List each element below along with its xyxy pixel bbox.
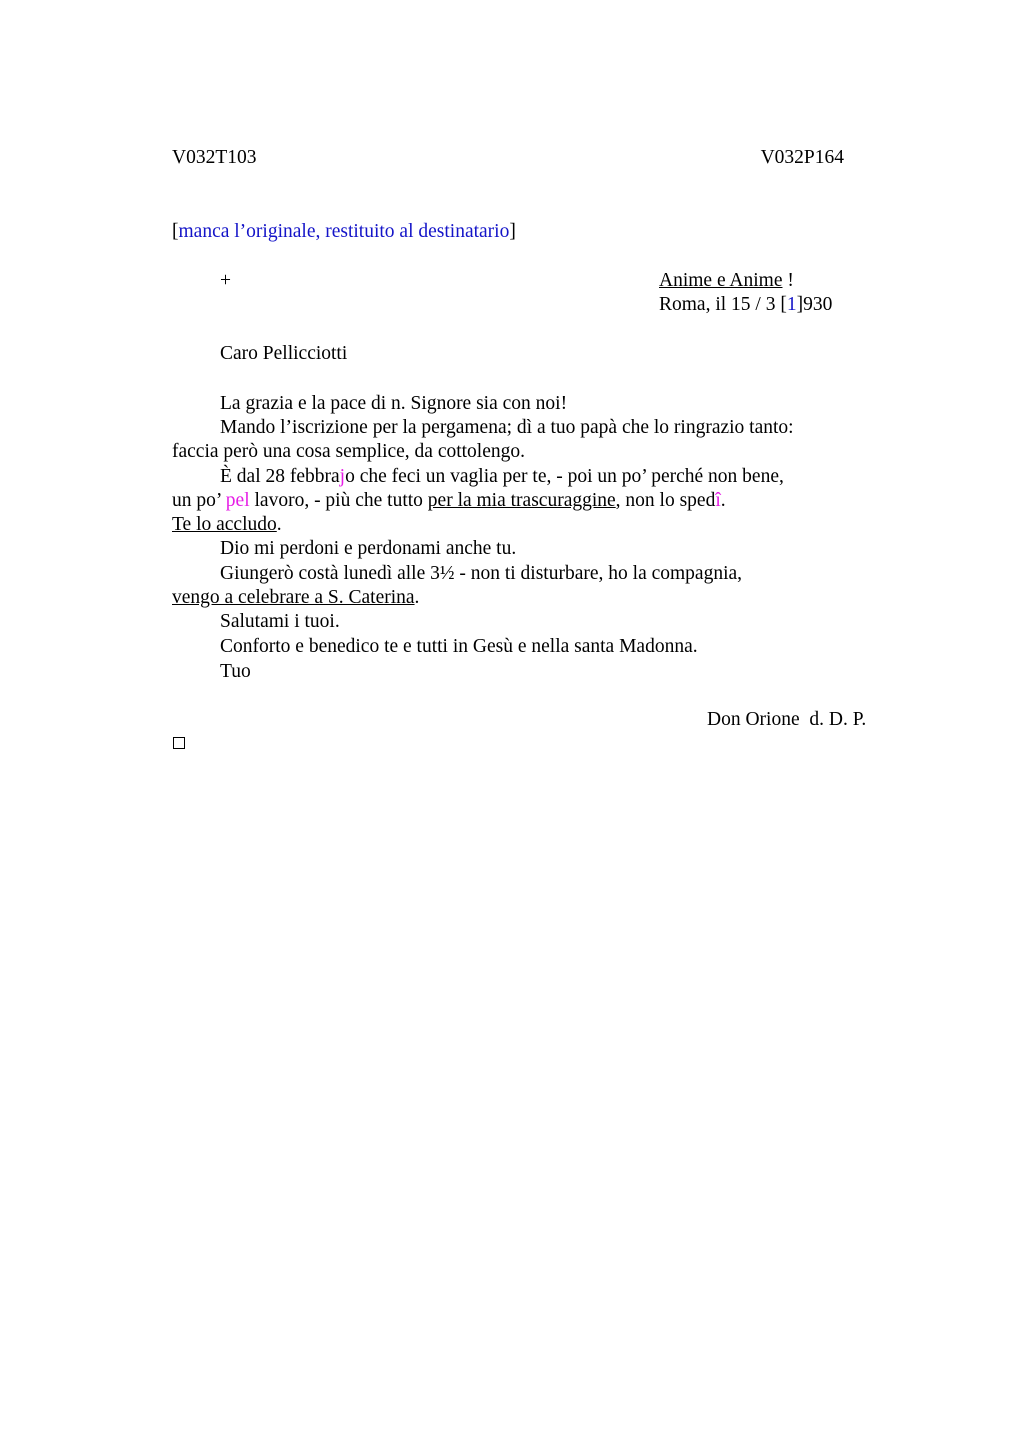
body-line-9-period: .: [414, 587, 420, 608]
salutation: Caro Pellicciotti: [220, 343, 348, 364]
signature: Don Orione d. D. P.: [707, 709, 867, 730]
body-line-9: [172, 586, 419, 610]
body-line-2: Mando l’iscrizione per la pergamena; dì a tuo papà che lo ringrazio tanto:: [220, 417, 794, 438]
bracket-open: [: [172, 221, 179, 242]
body-line-5-part-b: lavoro, - più che tutto: [249, 490, 428, 511]
underlined-phrase: vengo a celebrare a S. Caterina: [172, 587, 415, 608]
body-line-4-part-b: o che feci un vaglia per te, - poi un po’ perché non bene,: [345, 466, 784, 487]
motto-suffix: !: [782, 270, 794, 291]
underlined-phrase: Te lo accludo: [172, 514, 277, 535]
body-line-1: La grazia e la pace di n. Signore sia con noi!: [220, 393, 568, 414]
body-line-10: Salutami i tuoi.: [220, 611, 340, 632]
body-line-5-part-c: , non lo sped: [615, 490, 716, 511]
date-after: ]930: [796, 294, 833, 315]
motto: [659, 269, 794, 293]
editorial-note-text: manca l’originale, restituito al destinatario: [178, 221, 510, 242]
body-line-7: Dio mi perdoni e perdonami anche tu.: [220, 538, 517, 559]
body-line-5-part-d: .: [720, 490, 726, 511]
editor-correction-mark: j: [339, 466, 346, 487]
date-before: Roma, il 15 / 3 [: [659, 294, 787, 315]
body-line-4: [220, 465, 784, 489]
body-line-3: faccia però una cosa semplice, da cottolengo.: [172, 441, 526, 462]
body-line-11: Conforto e benedico te e tutti in Gesù e nella santa Madonna.: [220, 636, 698, 657]
body-line-8: Giungerò costà lunedì alle 3½ - non ti disturbare, ho la compagnia,: [220, 563, 743, 584]
body-line-4-part-a: È dal 28 febbra: [220, 466, 340, 487]
date-line: [659, 293, 832, 317]
cross-mark: +: [220, 270, 231, 291]
body-line-5: [172, 489, 726, 513]
body-line-5-part-a: un po’: [172, 490, 226, 511]
underlined-phrase: per la mia trascuraggine: [427, 490, 616, 511]
editor-correction-mark: î: [715, 490, 721, 511]
body-line-12: Tuo: [220, 661, 251, 682]
body-line-6: [172, 513, 282, 537]
square-outline-icon: [173, 737, 185, 749]
editor-correction-mark: pel: [225, 490, 250, 511]
body-line-6-period: .: [276, 514, 282, 535]
header-left-code: V032T103: [172, 147, 257, 168]
motto-text: Anime e Anime: [659, 270, 783, 291]
date-inserted-digit: 1: [786, 294, 797, 315]
bracket-close: ]: [509, 221, 516, 242]
header-right-code: V032P164: [760, 147, 844, 168]
editorial-note: [172, 220, 516, 244]
